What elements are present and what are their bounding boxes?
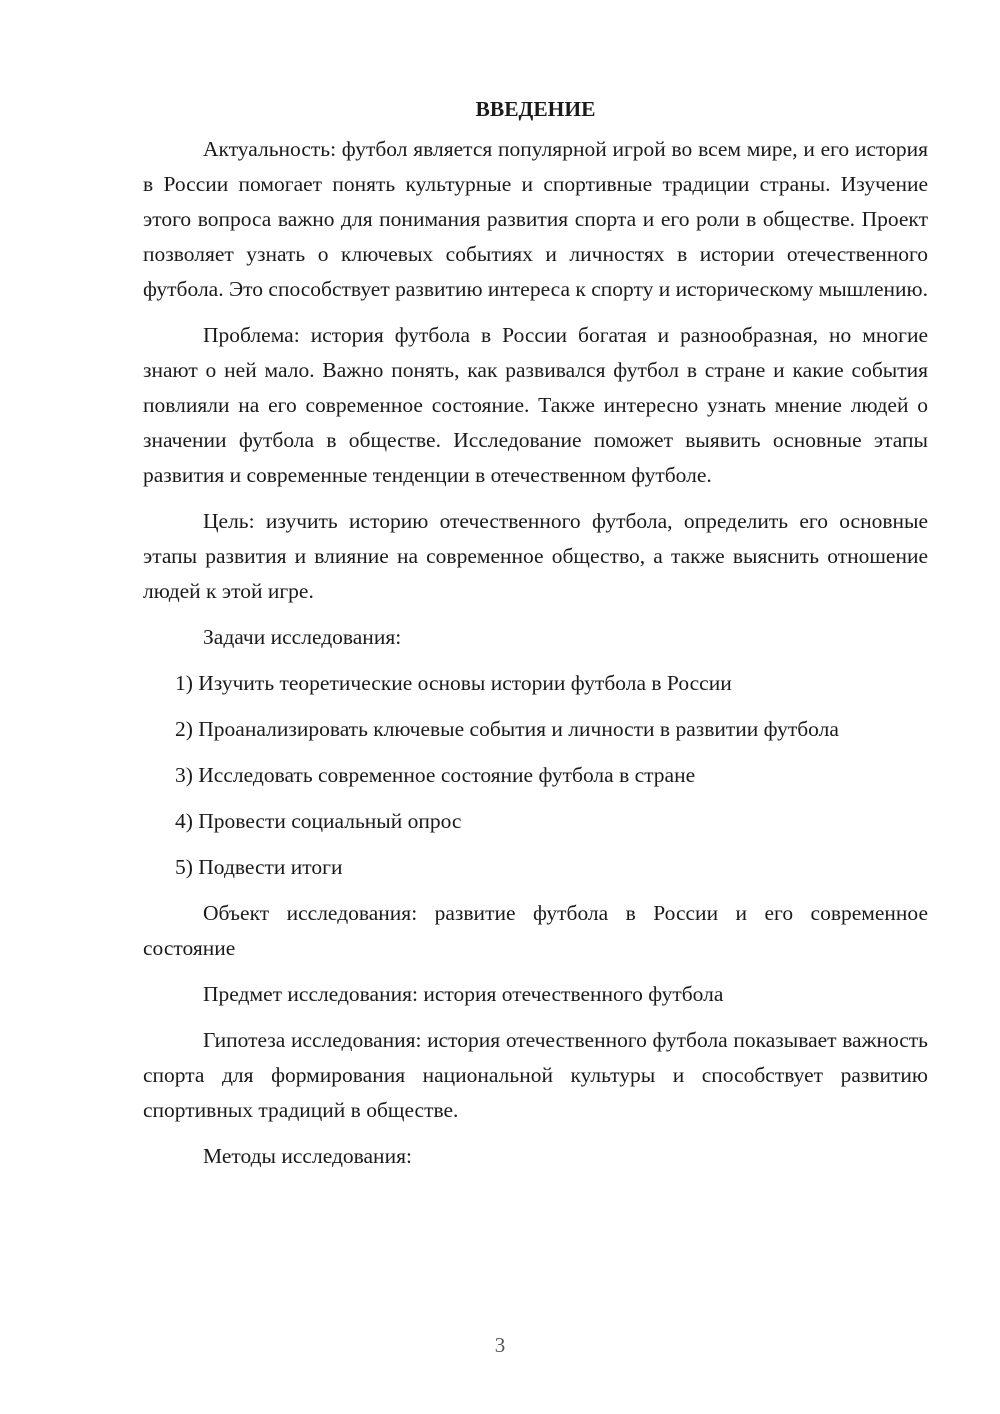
methods-heading: Методы исследования: — [203, 1144, 412, 1168]
object-paragraph: Объект исследования: развитие футбола в России и его современное состояние — [143, 901, 928, 960]
task-item: 1) Изучить теоретические основы истории футбола в России — [175, 671, 732, 695]
task-item: 3) Исследовать современное состояние футбола в стране — [175, 763, 696, 787]
problem-paragraph: Проблема: история футбола в России богатая и разнообразная, но многие знают о ней мало. Важно понять, как развивался футбол в стране и какие события повлияли на его современное состояние. Также интересно узнать мнение людей о значении футбола в обществе. Исследование поможет выявить основные этапы развития и современные тенденции в отечественном футболе. — [143, 323, 928, 487]
page-number: 3 — [494, 1333, 506, 1357]
section-title: ВВЕДЕНИЕ — [475, 97, 596, 121]
task-item: 5) Подвести итоги — [175, 855, 343, 879]
tasks-heading: Задачи исследования: — [203, 625, 402, 649]
subject-paragraph: Предмет исследования: история отечественного футбола — [203, 982, 724, 1006]
hypothesis-paragraph: Гипотеза исследования: история отечественного футбола показывает важность спорта для формирования национальной культуры и способствует развитию спортивных традиций в обществе. — [143, 1028, 928, 1122]
task-item: 4) Провести социальный опрос — [175, 809, 462, 833]
goal-paragraph: Цель: изучить историю отечественного футбола, определить его основные этапы развития и влияние на современное общество, а также выяснить отношение людей к этой игре. — [143, 509, 928, 603]
relevance-paragraph: Актуальность: футбол является популярной игрой во всем мире, и его история в России помогает понять культурные и спортивные традиции страны. Изучение этого вопроса важно для понимания развития спорта и его роли в обществе. Проект позволяет узнать о ключевых событиях и личностях в истории отечественного футбола. Это способствует развитию интереса к спорту и историческому мышлению. — [143, 137, 928, 301]
page-content — [143, 92, 928, 1185]
task-item: 2) Проанализировать ключевые события и личности в развитии футбола — [175, 717, 839, 741]
